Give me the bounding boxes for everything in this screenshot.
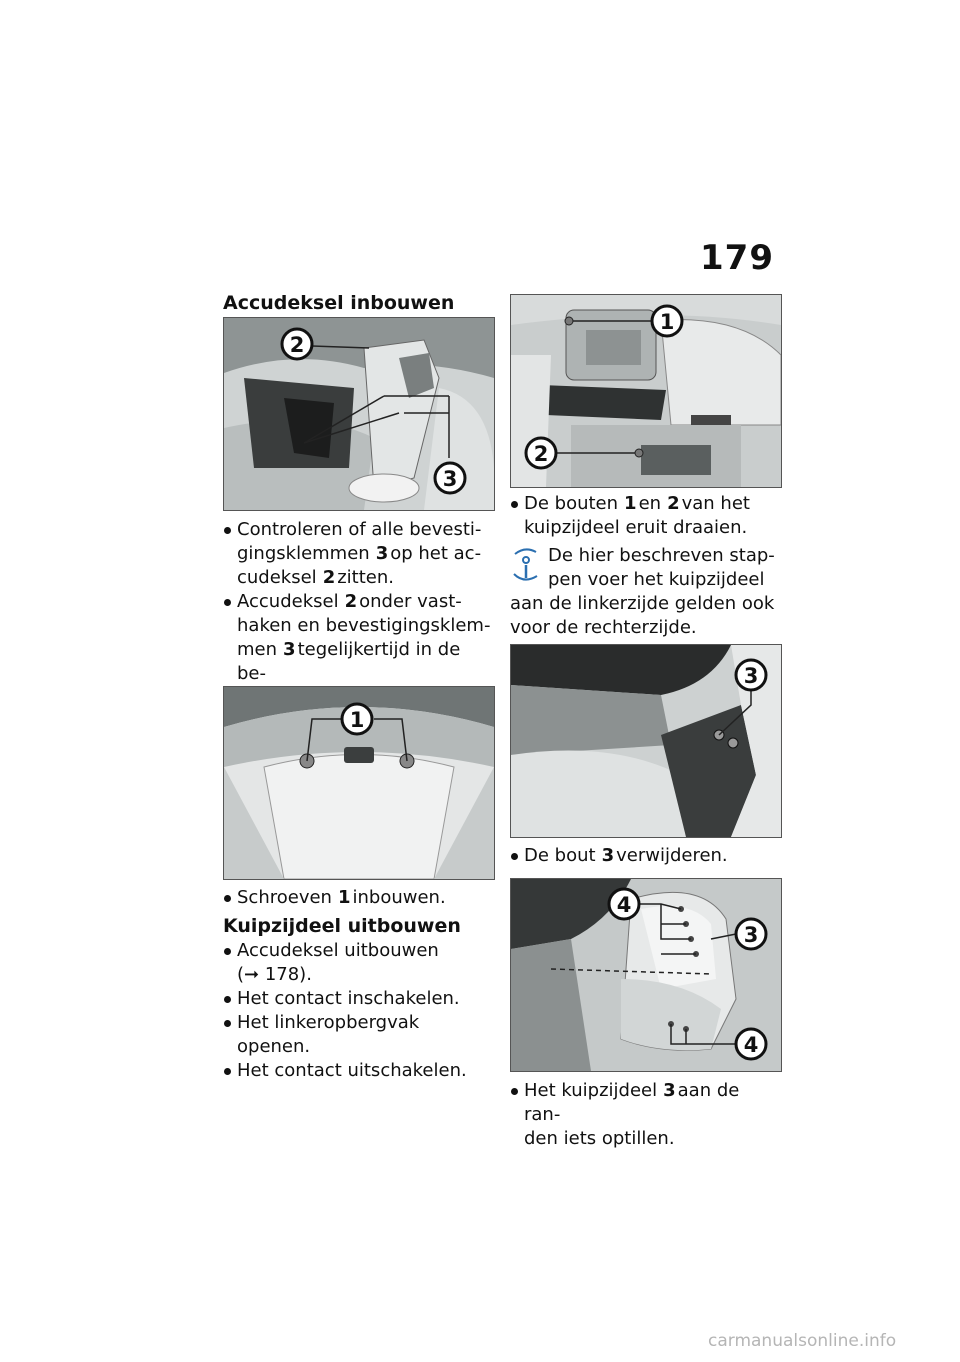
callout-3: 3 — [743, 664, 759, 688]
page-number: 179 — [700, 238, 774, 278]
photo-bolt-3 — [510, 644, 782, 838]
note-line-1: De hier beschreven stap- — [548, 545, 775, 566]
screw-step-list — [223, 886, 493, 910]
heading-remove-fairing: Kuipzijdeel uitbouwen — [223, 915, 461, 937]
photo-lift-fairing — [510, 878, 782, 1072]
install-steps-list — [223, 518, 493, 710]
list-item: Het kuipzijdeel 3 aan de ran- den iets optillen. — [510, 1079, 780, 1151]
heading-install-battery-cover: Accudeksel inbouwen — [223, 292, 455, 314]
list-item: De bout 3 verwijderen. — [510, 844, 780, 868]
callout-1: 1 — [349, 708, 365, 732]
photo-battery-cover-install — [223, 317, 495, 511]
list-item: Het contact inschakelen. — [223, 987, 493, 1011]
lift-step-list — [510, 1079, 780, 1151]
note-line-4: voor de rechterzijde. — [510, 617, 697, 638]
callout-2: 2 — [533, 442, 549, 466]
list-item: Accudeksel 2 onder vast- haken en bevestigingsklem- men 3 tegelijkertijd in de be- — [223, 590, 493, 710]
callout-3: 3 — [743, 923, 759, 947]
list-item: Het contact uitschakelen. — [223, 1059, 493, 1083]
photo-fairing-bolts — [510, 294, 782, 488]
bolts-step-list — [510, 492, 780, 540]
callout-3: 3 — [442, 467, 458, 491]
note-line-3: aan de linkerzijde gelden ook — [510, 593, 775, 614]
callout-1: 1 — [659, 310, 675, 334]
list-item: Het linkeropbergvak openen. — [223, 1011, 493, 1059]
watermark-text: carmanualsonline.info — [708, 1331, 897, 1351]
bolt3-step-list — [510, 844, 780, 868]
note-line-2: pen voer het kuipzijdeel — [548, 569, 765, 590]
photo-screws-install — [223, 686, 495, 880]
callout-4: 4 — [743, 1033, 759, 1057]
remove-steps-list — [223, 939, 493, 1083]
info-icon — [510, 544, 540, 584]
list-item: De bouten 1 en 2 van het kuipzijdeel eruit draaien. — [510, 492, 780, 540]
list-item: Accudeksel uitbouwen (➞ 178). — [223, 939, 493, 987]
callout-4: 4 — [616, 893, 632, 917]
list-item: Schroeven 1 inbouwen. — [223, 886, 493, 910]
callout-2: 2 — [289, 333, 305, 357]
list-item: Controleren of alle bevesti- gingsklemmen 3 op het ac- cudeksel 2 zitten. — [223, 518, 493, 590]
